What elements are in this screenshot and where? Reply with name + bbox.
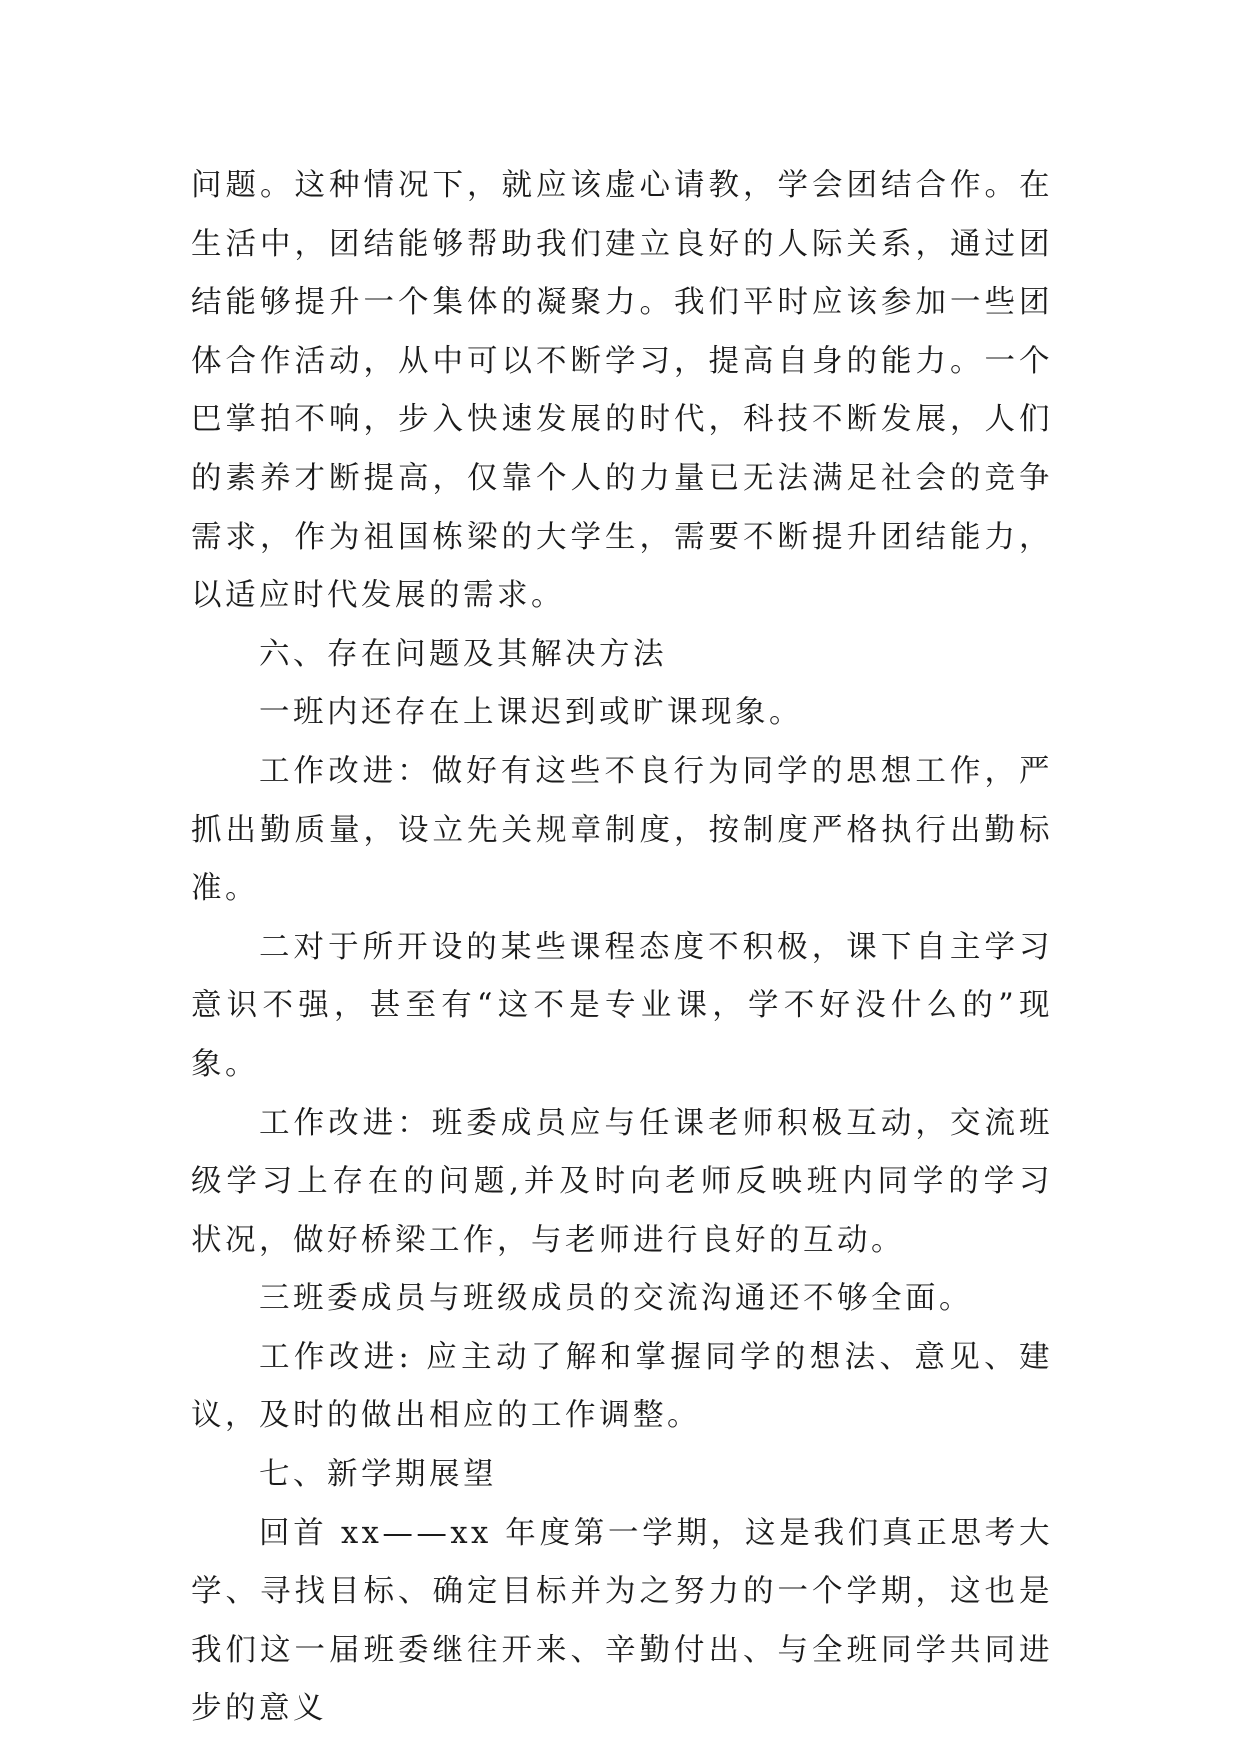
improvement-item-2: 工作改进：班委成员应与任课老师积极互动，交流班级学习上存在的问题,并及时向老师反映班内同学的学习状况，做好桥梁工作，与老师进行良好的互动。 (191, 1105, 1053, 1258)
outlook-paragraph: 回首 xx——xx 年度第一学期，这是我们真正思考大学、寻找目标、确定目标并为之努力的一个学期，这也是我们这一届班委继往开来、辛勤付出、与全班同学共同进步的意义 (191, 1515, 1053, 1727)
paragraph-continuation: 问题。这种情况下，就应该虚心请教，学会团结合作。在生活中，团结能够帮助我们建立良好的人际关系，通过团结能够提升一个集体的凝聚力。我们平时应该参加一些团体合作活动，从中可以不断学习，提高自身的能力。一个巴掌拍不响，步入快速发展的时代，科技不断发展，人们的素养才断提高，仅靠个人的力量已无法满足社会的竞争需求，作为祖国栋梁的大学生，需要不断提升团结能力，以适应时代发展的需求。 (191, 168, 1053, 614)
section-heading-problems: 六、存在问题及其解决方法 (259, 636, 667, 672)
problem-item-3: 三班委成员与班级成员的交流沟通还不够全面。 (259, 1281, 973, 1317)
improvement-item-3: 工作改进: 应主动了解和掌握同学的想法、意见、建议，及时的做出相应的工作调整。 (191, 1339, 1053, 1434)
section-heading-outlook: 七、新学期展望 (259, 1457, 497, 1493)
problem-item-2: 二对于所开设的某些课程态度不积极，课下自主学习意识不强，甚至有“这不是专业课，学不好没什么的”现象。 (191, 929, 1053, 1082)
problem-item-1: 一班内还存在上课迟到或旷课现象。 (259, 695, 803, 731)
improvement-item-1: 工作改进：做好有这些不良行为同学的思想工作，严抓出勤质量，设立先关规章制度，按制度严格执行出勤标准。 (191, 753, 1053, 907)
document-body (191, 157, 1053, 1739)
